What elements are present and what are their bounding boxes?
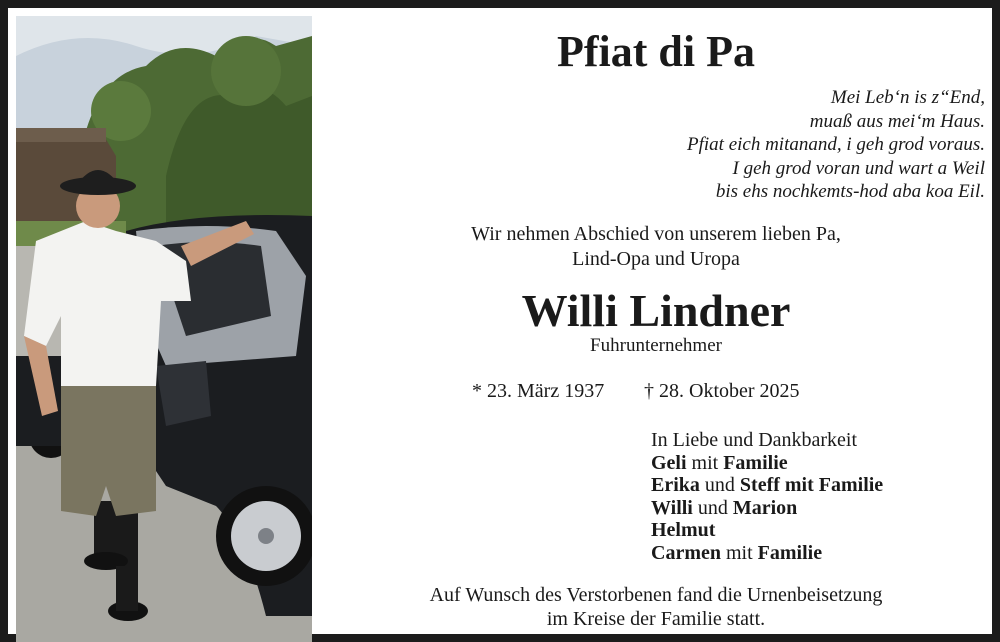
mourner-row xyxy=(651,497,883,520)
mourner-row xyxy=(651,542,883,565)
mourner-segment: Carmen xyxy=(651,541,721,564)
mourner-segment: Helmut xyxy=(651,519,716,541)
poem-line: Pfiat eich mitanand, i geh grod voraus. xyxy=(687,134,985,155)
closing-line: im Kreise der Familie statt. xyxy=(546,607,766,630)
poem xyxy=(687,86,985,204)
deceased-name: Willi Lindner xyxy=(521,285,791,336)
mourner-segment: Steff mit Familie xyxy=(739,474,884,496)
closing-line: Auf Wunsch des Verstorbenen fand die Urnenbeisetzung xyxy=(429,584,883,606)
portrait-photo xyxy=(16,16,312,642)
birth-date: * 23. März 1937 xyxy=(472,380,605,402)
mourner-segment: Familie xyxy=(757,541,823,564)
mourner-segment: und xyxy=(699,474,740,496)
farewell-intro xyxy=(312,222,1000,272)
intro-line: Lind-Opa und Uropa xyxy=(572,248,740,270)
mourners-heading: In Liebe und Dankbarkeit xyxy=(651,429,858,451)
closing-note xyxy=(312,584,1000,631)
mourners-rows xyxy=(651,452,883,565)
intro-line: Wir nehmen Abschied von unserem lieben Pa, xyxy=(471,223,841,245)
obituary-text-panel xyxy=(312,16,1000,642)
mourner-segment: Marion xyxy=(732,496,798,519)
mourner-segment: mit xyxy=(686,451,724,474)
mourner-segment: mit xyxy=(720,541,758,564)
poem-line: muaß aus mei‘m Haus. xyxy=(809,110,985,132)
mourner-segment: Familie xyxy=(723,451,788,474)
mourner-segment: Willi xyxy=(651,496,693,519)
poem-line: bis ehs nochkemts-hod aba koa Eil. xyxy=(715,181,985,202)
poem-line: Mei Leb‘n is z“End, xyxy=(830,87,985,108)
poem-line: I geh grod voran und wart a Weil xyxy=(732,157,985,179)
deceased-profession: Fuhrunternehmer xyxy=(590,335,722,356)
death-date: † 28. Oktober 2025 xyxy=(644,380,800,402)
mourner-segment: Erika xyxy=(651,474,700,496)
mourner-row xyxy=(651,452,883,475)
headline: Pfiat di Pa xyxy=(557,27,755,76)
mourner-segment: Geli xyxy=(651,451,687,474)
mourners-list xyxy=(651,429,883,564)
mourner-row xyxy=(651,519,883,542)
mourner-segment: und xyxy=(692,496,733,519)
mourner-row xyxy=(651,474,883,497)
man-with-car-photo xyxy=(16,16,312,642)
